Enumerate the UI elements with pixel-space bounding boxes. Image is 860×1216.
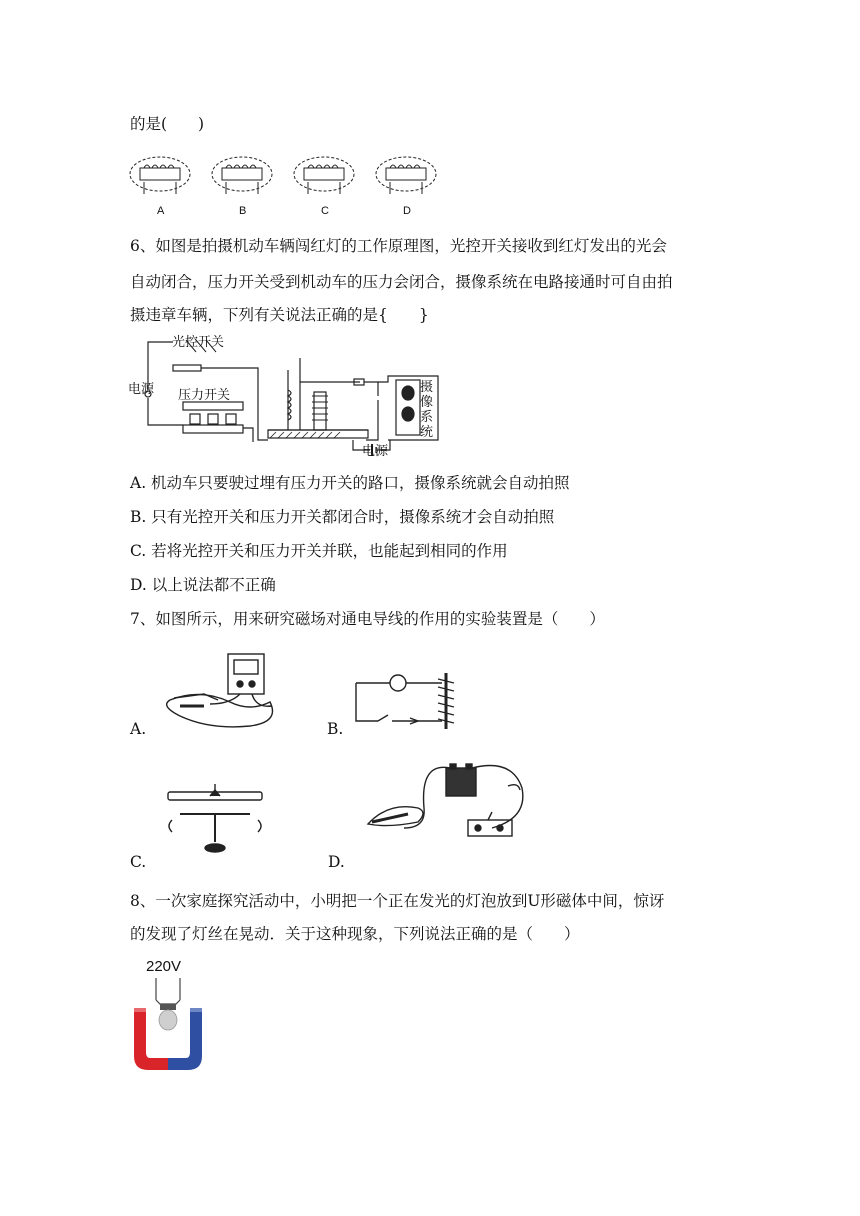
- q7-option-c-label: C.: [130, 853, 147, 871]
- q5-figure-d: [376, 157, 436, 194]
- q5-figure-c: [294, 157, 354, 194]
- q7-option-a-label: A.: [130, 720, 147, 738]
- q7-figure-d: [358, 760, 528, 850]
- q5-label-b: B: [239, 205, 247, 217]
- q6-power-bottom-label: 电源: [362, 444, 389, 459]
- q5-figure-b: [212, 157, 272, 194]
- q6-option-c: C. 若将光控开关和压力开关并联，也能起到相同的作用: [130, 542, 508, 560]
- q5-label-d: D: [403, 205, 411, 217]
- q6-power-left-label: 电源: [128, 382, 155, 397]
- q7-stem: 7、如图所示，用来研究磁场对通电导线的作用的实验装置是（ ）: [130, 610, 605, 628]
- q8-magnet-figure: [130, 978, 210, 1074]
- q5-figure-a: [130, 157, 190, 194]
- q6-stem-line-2: 自动闭合，压力开关受到机动车的压力会闭合，摄像系统在电路接通时可自由拍: [130, 273, 673, 291]
- q8-stem-line-2: 的发现了灯丝在晃动．关于这种现象，下列说法正确的是（ ）: [130, 925, 580, 943]
- q7-figure-b: [350, 665, 470, 735]
- q8-stem-line-1: 8、一次家庭探究活动中，小明把一个正在发光的灯泡放到U形磁体中间，惊讶: [130, 892, 665, 910]
- q7-figure-a: [160, 650, 290, 730]
- q6-option-d: D. 以上说法都不正确: [130, 576, 276, 594]
- q5-figures: [128, 150, 448, 220]
- q5-tail: 的是( ): [130, 115, 205, 133]
- q7-option-d-label: D.: [328, 853, 345, 871]
- q7-figure-c: [160, 780, 270, 860]
- q6-stem-line-1: 6、如图是拍摄机动车辆闯红灯的工作原理图，光控开关接收到红灯发出的光会: [130, 237, 667, 255]
- q5-label-a: A: [157, 205, 165, 217]
- q6-option-a: A. 机动车只要驶过埋有压力开关的路口，摄像系统就会自动拍照: [130, 474, 570, 492]
- q6-light-switch-label: 光控开关: [172, 335, 225, 350]
- q6-camera-label: 摄像系统: [420, 380, 434, 440]
- q6-pressure-switch-label: 压力开关: [178, 388, 231, 403]
- q7-option-b-label: B.: [327, 720, 344, 738]
- q6-option-b: B. 只有光控开关和压力开关都闭合时，摄像系统才会自动拍照: [130, 508, 555, 526]
- q5-label-c: C: [321, 205, 329, 217]
- q6-stem-line-3: 摄违章车辆，下列有关说法正确的是{ }: [130, 306, 429, 324]
- q8-voltage-label: 220V: [146, 958, 182, 975]
